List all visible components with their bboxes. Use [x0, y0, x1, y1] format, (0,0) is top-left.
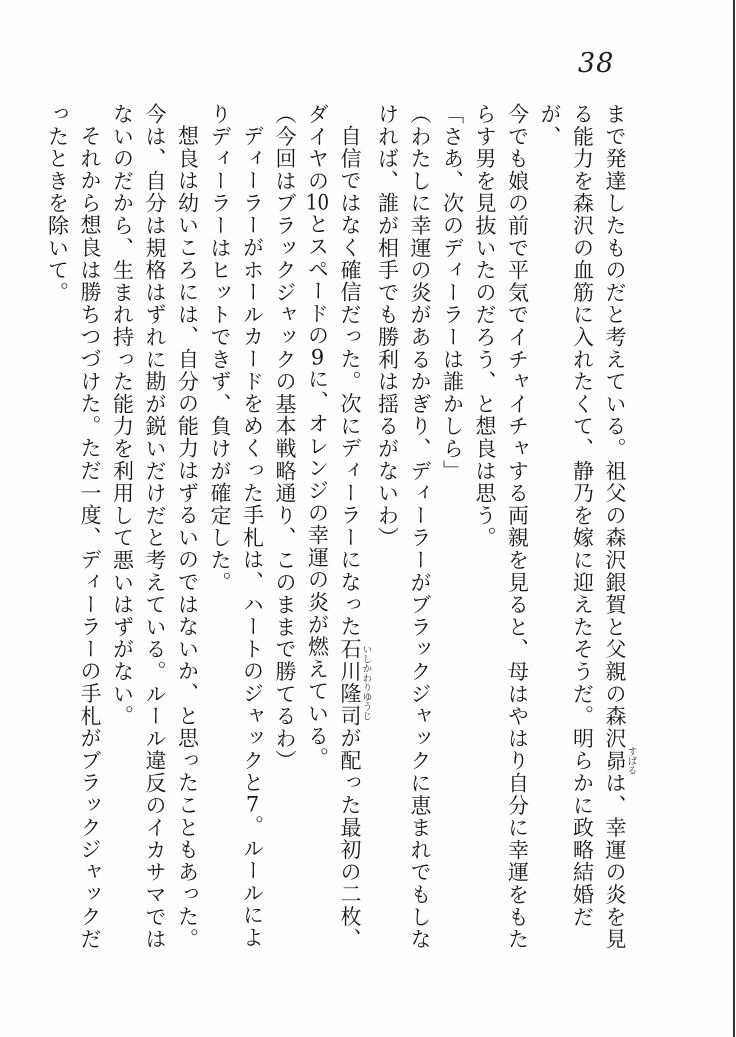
text-line: りディーラーはヒットできず、負けが確定した。	[208, 103, 232, 594]
page-number: 38	[578, 48, 615, 79]
ruby-annotated-text: 昴すばる	[603, 746, 637, 776]
text-line: 自信ではなく確信だった。次にディーラーになった石川隆司いしかわりゆうじが配った最初の二枚、	[338, 125, 372, 951]
text-line: （今回はブラックジャックの基本戦略通り、このままで勝てるわ）	[273, 103, 297, 772]
text-line: （わたしに幸運の炎があるかぎり、ディーラーがブラックジャックに恵まれでもしな	[408, 103, 432, 951]
horizontal-in-vertical-number: 7	[245, 794, 260, 816]
horizontal-in-vertical-number: 10	[305, 192, 330, 214]
text-line: ないのだから、生まれ持った能力を利用して悪いはずがない。	[110, 103, 135, 728]
text-line: 今は、自分は規格はずれに勘が鋭いだけだと考えている。ルール違反のイカサマでは	[143, 103, 167, 951]
text-line: それから想良は勝ちつづけた。ただ一度、ディーラーの手札がブラックジャックだ	[78, 125, 102, 951]
page-edge-line	[733, 0, 735, 1037]
text-line: 「さあ、次のディーラーは誰かしら」	[440, 103, 465, 483]
text-line: ったときを除いて。	[45, 103, 70, 304]
text-line: 今でも娘の前で平気でイチャイチャする両親を見ると、母はやはり自分に幸運をもた	[505, 103, 530, 951]
vertical-text-block	[41, 103, 636, 961]
text-line: らす男を見抜いたのだろう、と想良は思う。	[473, 103, 497, 549]
text-line: 想良は幼いころには、自分の能力はずるいのではないか、と思ったこともあった。	[175, 125, 200, 951]
ruby-annotated-text: 石川隆司いしかわりゆうじ	[338, 638, 372, 728]
text-line: まで発達したものだと考えている。祖父の森沢銀賀と父親の森沢昴すばるは、幸運の炎を見	[603, 103, 637, 951]
text-line: ディーラーがホールカードをめくった手札は、ハートのジャックと7。ルールによ	[240, 125, 265, 950]
text-line: ダイヤの10とスペードの9に、オレンジの幸運の炎が燃えている。	[305, 103, 330, 770]
horizontal-in-vertical-number: 9	[310, 347, 325, 369]
text-line: る能力を森沢の血筋に入れたくて、静乃を嫁に迎えたそうだ。明らかに政略結婚だが、	[538, 103, 595, 929]
text-line: ければ、誰が相手でも勝利は揺るがないわ）	[375, 103, 400, 549]
